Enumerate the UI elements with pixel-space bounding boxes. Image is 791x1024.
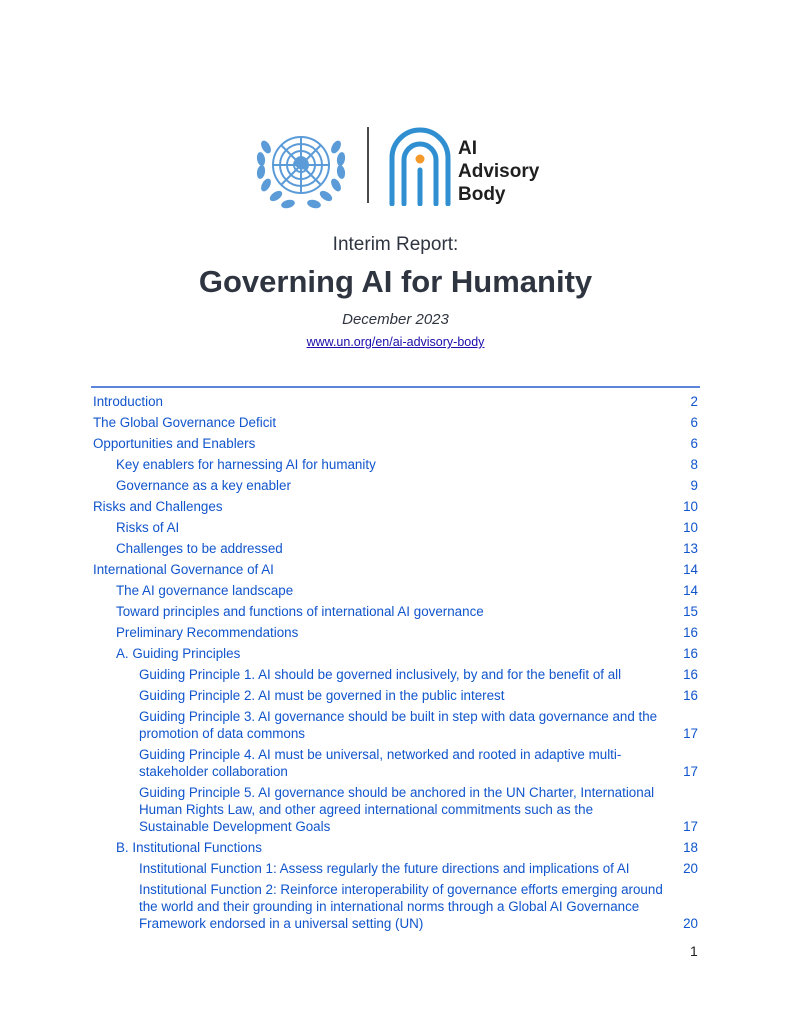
toc-entry[interactable] <box>93 496 698 517</box>
toc-entry-page: 16 <box>683 667 698 682</box>
toc-entry-label: Institutional Function 2: Reinforce interoperability of governance efforts emerging around the world and their grounding in international norms through a Global AI Governance Framework endorsed in a universal setting (UN) <box>139 882 663 931</box>
toc-entry-label: Guiding Principle 3. AI governance should be built in step with data governance and the promotion of data commons <box>139 709 658 741</box>
toc-entry-page: 16 <box>683 646 698 661</box>
toc-entry[interactable] <box>93 879 698 934</box>
report-date: December 2023 <box>342 311 449 328</box>
toc-entry-page: 17 <box>683 726 698 741</box>
toc-entry-page: 14 <box>683 562 698 577</box>
toc-entry[interactable] <box>93 517 698 538</box>
toc-entry[interactable] <box>93 664 698 685</box>
toc-entry[interactable] <box>93 643 698 664</box>
toc-entry[interactable] <box>93 706 698 744</box>
toc-entry-label: Challenges to be addressed <box>116 541 283 556</box>
toc-entry-label: Institutional Function 1: Assess regularly the future directions and implications of AI <box>139 861 630 876</box>
toc-entry-label: Key enablers for harnessing AI for humanity <box>116 457 376 472</box>
toc-entry-page: 2 <box>690 394 698 409</box>
toc-entry-page: 16 <box>683 625 698 640</box>
toc-entry-page: 14 <box>683 583 698 598</box>
report-url-link[interactable]: www.un.org/en/ai-advisory-body <box>306 335 485 349</box>
toc-entry-page: 17 <box>683 764 698 779</box>
toc-entry[interactable] <box>93 858 698 879</box>
toc-entry-page: 18 <box>683 840 698 855</box>
toc-entry-label: B. Institutional Functions <box>116 840 262 855</box>
toc-entry-label: Governance as a key enabler <box>116 478 291 493</box>
toc-entry-label: Guiding Principle 4. AI must be universal, networked and rooted in adaptive multi-stakeholder collaboration <box>139 747 622 779</box>
toc-entry[interactable] <box>93 559 698 580</box>
toc-entry[interactable] <box>93 782 698 837</box>
un-emblem-icon <box>252 125 350 211</box>
report-logo <box>252 125 552 211</box>
toc-entry-page: 10 <box>683 499 698 514</box>
toc-top-rule <box>91 386 700 388</box>
toc-entry-label: The AI governance landscape <box>116 583 294 598</box>
page-number: 1 <box>690 943 698 959</box>
toc-entry-label: Toward principles and functions of international AI governance <box>116 604 484 619</box>
advisory-body-wordmark: AI Advisory Body <box>458 138 540 205</box>
toc-entry[interactable] <box>93 837 698 858</box>
toc-entry-label: Guiding Principle 5. AI governance should be anchored in the UN Charter, International Human Rights Law, and other agreed international commitments such as the Sustainable Development Goals <box>139 785 655 834</box>
report-subtitle: Interim Report: <box>332 234 459 255</box>
toc-entry[interactable] <box>93 454 698 475</box>
toc-entry-label: International Governance of AI <box>93 562 274 577</box>
toc-entry-page: 9 <box>690 478 698 493</box>
toc-entry[interactable] <box>93 475 698 496</box>
toc-entry-label: Risks and Challenges <box>93 499 223 514</box>
toc-entry-page: 20 <box>683 916 698 931</box>
report-title: Governing AI for Humanity <box>198 264 593 299</box>
toc-entry-label: Risks of AI <box>116 520 180 535</box>
toc-entry-label: Guiding Principle 2. AI must be governed in the public interest <box>139 688 505 703</box>
toc-entry[interactable] <box>93 601 698 622</box>
toc-entry-page: 15 <box>683 604 698 619</box>
toc-entry-page: 17 <box>683 819 698 834</box>
toc-entry-label: Guiding Principle 1. AI should be governed inclusively, by and for the benefit of all <box>139 667 622 682</box>
table-of-contents <box>93 391 698 934</box>
toc-entry-page: 16 <box>683 688 698 703</box>
toc-entry-label: Introduction <box>93 394 163 409</box>
toc-entry-label: Preliminary Recommendations <box>116 625 299 640</box>
report-url-container <box>0 335 791 349</box>
toc-entry-label: Opportunities and Enablers <box>93 436 256 451</box>
toc-entry[interactable] <box>93 391 698 412</box>
ai-advisory-icon <box>386 126 454 206</box>
toc-entry[interactable] <box>93 622 698 643</box>
toc-entry[interactable] <box>93 744 698 782</box>
toc-entry-page: 6 <box>690 436 698 451</box>
toc-entry-page: 20 <box>683 861 698 876</box>
toc-entry-page: 8 <box>690 457 698 472</box>
toc-entry[interactable] <box>93 580 698 601</box>
toc-entry-page: 10 <box>683 520 698 535</box>
toc-entry[interactable] <box>93 433 698 454</box>
toc-entry-page: 13 <box>683 541 698 556</box>
toc-entry[interactable] <box>93 685 698 706</box>
toc-entry[interactable] <box>93 538 698 559</box>
toc-entry[interactable] <box>93 412 698 433</box>
toc-entry-label: The Global Governance Deficit <box>93 415 277 430</box>
toc-entry-label: A. Guiding Principles <box>116 646 241 661</box>
toc-entry-page: 6 <box>690 415 698 430</box>
logo-divider <box>367 127 369 203</box>
